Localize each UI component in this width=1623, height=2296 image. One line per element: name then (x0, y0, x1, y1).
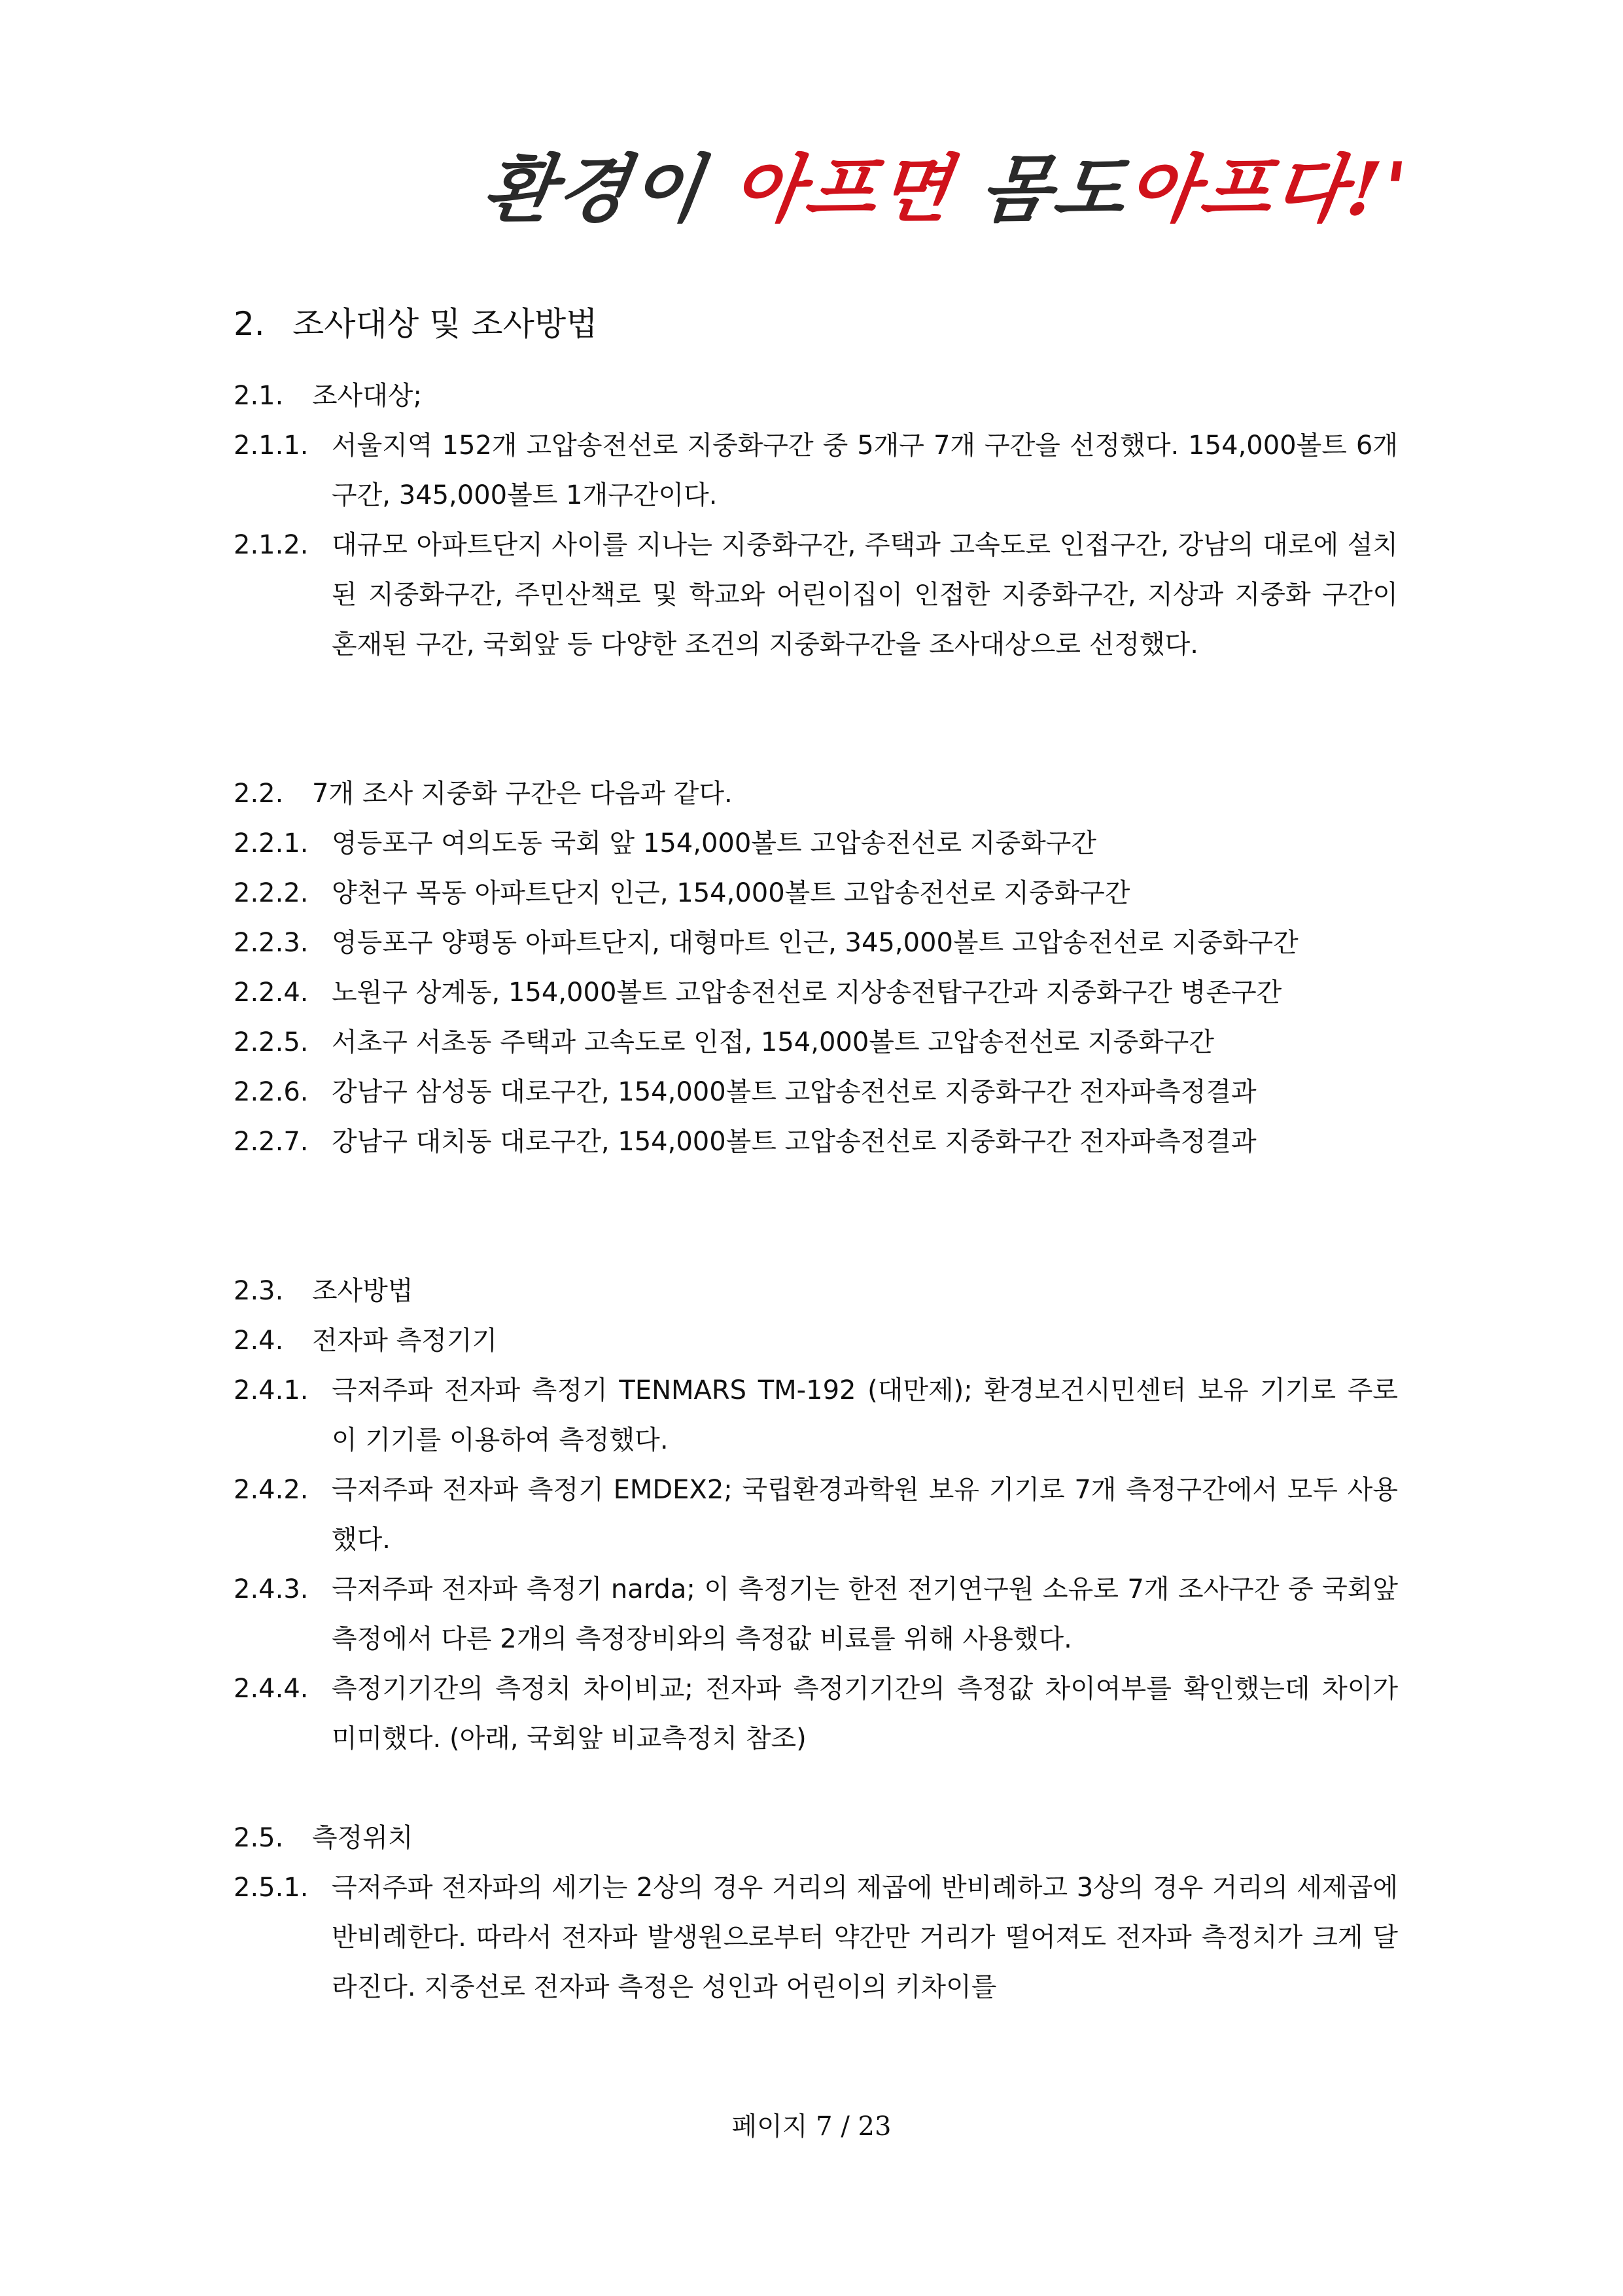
item-text: 양천구 목동 아파트단지 인근, 154,000볼트 고압송전선로 지중화구간 (332, 878, 1130, 908)
item-text: 극저주파 전자파 측정기 TENMARS TM-192 (대만제); 환경보건시민센터 보유 기기로 주로 이 기기를 이용하여 측정했다. (332, 1375, 1398, 1455)
section-title: 조사대상 및 조사방법 (292, 305, 598, 343)
item-number: 2.4.4. (234, 1674, 309, 1704)
item-number: 2.2.6. (234, 1077, 309, 1107)
item-text: 영등포구 여의도동 국회 앞 154,000볼트 고압송전선로 지중화구간 (332, 828, 1097, 858)
item-text: 강남구 삼성동 대로구간, 154,000볼트 고압송전선로 지중화구간 전자파측정결과 (332, 1077, 1257, 1107)
slogan-part-1: 환경이 (478, 147, 739, 232)
item-text: 대규모 아파트단지 사이를 지나는 지중화구간, 주택과 고속도로 인접구간, 강남의 대로에 설치된 지중화구간, 주민산책로 및 학교와 어린이집이 인접한 지중화구간, 지상과 지중화 구간이 혼재된 구간, 국회앞 등 다양한 조건의 지중화구간을 조사대상으로 선정했다. (332, 530, 1398, 660)
item-text: 극저주파 전자파 측정기 EMDEX2; 국립환경과학원 보유 기기로 7개 측정구간에서 모두 사용했다. (332, 1475, 1398, 1555)
item-number: 2.4.3. (234, 1574, 309, 1604)
item-number: 2.5. (234, 1823, 284, 1853)
section-heading (234, 298, 598, 350)
slogan-part-4: 아프다!' (1121, 147, 1414, 232)
item-number: 2.1.1. (234, 431, 309, 461)
item-text: 측정기기간의 측정치 차이비교; 전자파 측정기기간의 측정값 차이여부를 확인했는데 차이가 미미했다. (아래, 국회앞 비교측정치 참조) (332, 1674, 1398, 1754)
page-number: 페이지 7 / 23 (731, 2111, 892, 2142)
item-number: 2.2.7. (234, 1127, 309, 1157)
item-number: 2.4.1. (234, 1375, 309, 1405)
item-number: 2.2.2. (234, 878, 309, 908)
item-text: 전자파 측정기기 (312, 1326, 498, 1356)
item-number: 2.2. (234, 779, 284, 809)
item-number: 2.2.5. (234, 1027, 309, 1057)
item-number: 2.1.2. (234, 530, 309, 560)
item-text: 측정위치 (312, 1823, 413, 1853)
item-text: 서초구 서초동 주택과 고속도로 인접, 154,000볼트 고압송전선로 지중화구간 (332, 1027, 1215, 1057)
item-text: 서울지역 152개 고압송전선로 지중화구간 중 5개구 7개 구간을 선정했다. 154,000볼트 6개구간, 345,000볼트 1개구간이다. (332, 431, 1398, 510)
item-number: 2.2.1. (234, 828, 309, 858)
item-text: 7개 조사 지중화 구간은 다음과 같다. (312, 779, 733, 809)
item-number: 2.1. (234, 381, 284, 411)
item-number: 2.2.3. (234, 928, 309, 958)
item-number: 2.5.1. (234, 1873, 309, 1903)
item-number: 2.3. (234, 1276, 284, 1306)
item-number: 2.4. (234, 1326, 284, 1356)
section-number: 2. (234, 305, 265, 343)
item-text: 영등포구 양평동 아파트단지, 대형마트 인근, 345,000볼트 고압송전선로 지중화구간 (332, 928, 1299, 958)
item-text: 노원구 상계동, 154,000볼트 고압송전선로 지상송전탑구간과 지중화구간 병존구간 (332, 978, 1282, 1008)
slogan-part-3: 몸도 (975, 147, 1134, 232)
item-text: 극저주파 전자파 측정기 narda; 이 측정기는 한전 전기연구원 소유로 7개 조사구간 중 국회앞 측정에서 다른 2개의 측정장비와의 측정값 비료를 위해 사용했다. (332, 1574, 1398, 1654)
item-text: 조사대상; (312, 381, 423, 411)
item-number: 2.4.2. (234, 1475, 309, 1505)
item-number: 2.2.4. (234, 978, 309, 1008)
slogan-logo (476, 131, 1414, 249)
slogan-part-2: 아프면 (726, 147, 987, 232)
item-text: 조사방법 (312, 1276, 413, 1306)
item-text: 강남구 대치동 대로구간, 154,000볼트 고압송전선로 지중화구간 전자파측정결과 (332, 1127, 1257, 1157)
item-text: 극저주파 전자파의 세기는 2상의 경우 거리의 제곱에 반비례하고 3상의 경우 거리의 세제곱에 반비례한다. 따라서 전자파 발생원으로부터 약간만 거리가 떨어져도 전자파 측정치가 크게 달라진다. 지중선로 전자파 측정은 성인과 어린이의 키차이를 (332, 1873, 1398, 2002)
